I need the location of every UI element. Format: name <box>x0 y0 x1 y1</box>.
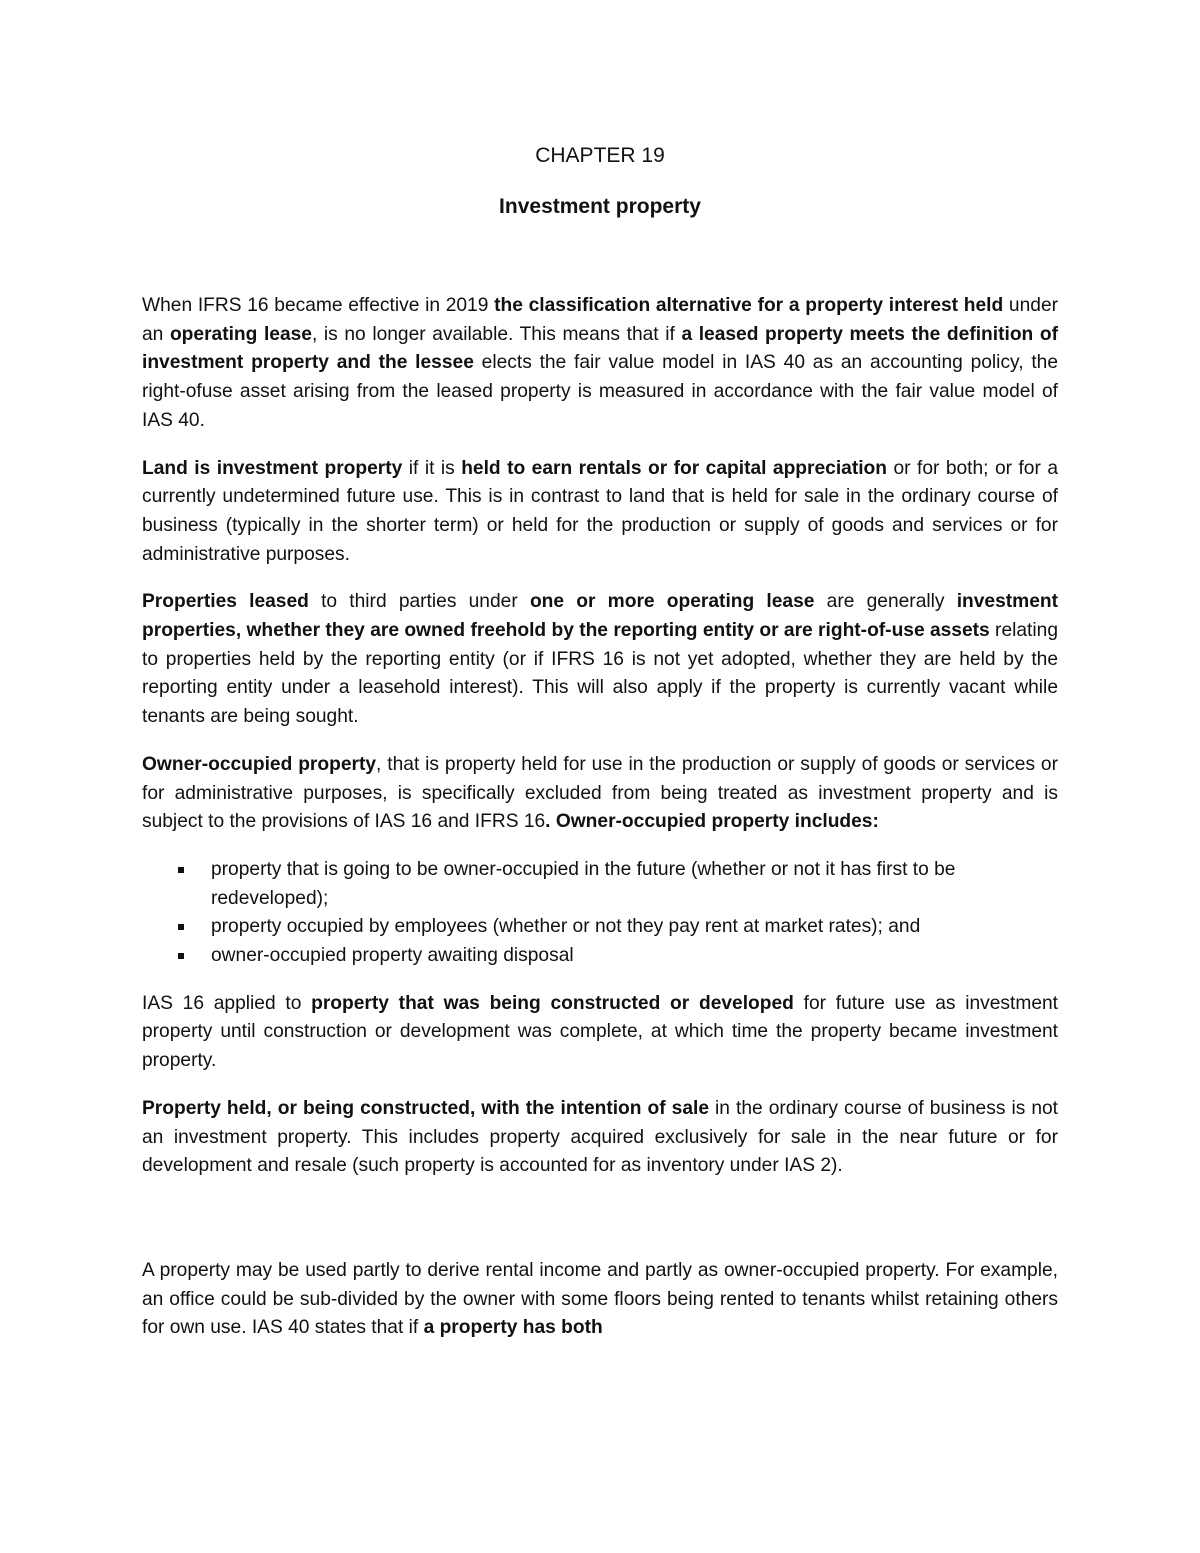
list-item <box>142 942 1058 971</box>
text-run: under an <box>142 295 1058 345</box>
paragraph-partial-use <box>142 1257 1058 1343</box>
paragraph-properties-leased <box>142 588 1058 732</box>
list-item <box>142 913 1058 942</box>
text-run: , that is property held for use in the production or supply of goods or services or for administrative purposes, is specifically excluded from being treated as investment property and is subject to the provisions of IAS 16 and IFRS 16 <box>142 753 1058 833</box>
bold-run: a property has both <box>423 1317 603 1339</box>
text-run: to third parties under <box>308 591 530 613</box>
text-run: relating to properties held by the reporting entity (or if IFRS 16 is not yet adopted, whether they are held by the reporting entity under a leasehold interest). This will also apply if the property is currently vacant while tenants are being sought. <box>142 620 1058 728</box>
bold-run: one or more operating lease <box>529 591 815 613</box>
square-bullet-icon <box>178 867 184 873</box>
bold-run: investment properties, whether they are owned freehold by the reporting entity or are right-of-use assets <box>142 591 1058 642</box>
bold-run: the classification alternative for a property interest held <box>494 295 1004 316</box>
square-bullet-icon <box>178 924 184 930</box>
paragraph-held-for-sale <box>142 1095 1058 1181</box>
square-bullet-icon <box>178 953 184 959</box>
text-run: in the ordinary course of business is not an investment property. This includes property acquired exclusively for sale in the near future or for development and resale (such property is accounted for as inventory under IAS 2). <box>142 1097 1059 1177</box>
text-run: are generally <box>814 591 957 613</box>
list-item-text: property that is going to be owner-occupied in the future (whether or not it has first to be redeveloped); <box>211 858 956 909</box>
bold-run: operating lease <box>169 323 312 345</box>
text-run: for future use as investment property until construction or development was complete, at which time the property became investment property. <box>142 992 1059 1072</box>
paragraph-land <box>142 455 1058 570</box>
text-run: elects the fair value model in IAS 40 as an accounting policy, the right-ofuse asset arising from the leased property is measured in accordance with the fair value model of IAS 40. <box>142 352 1058 431</box>
bold-run: Property held, or being constructed, with the intention of sale <box>142 1097 710 1119</box>
bold-run: held to earn rentals or for capital appreciation <box>461 457 888 479</box>
paragraph-ifrs16 <box>142 292 1058 436</box>
bold-run: . Owner-occupied property includes: <box>545 811 879 833</box>
text-run: , is no longer available. This means that if <box>311 323 682 345</box>
paragraph-owner-occupied <box>142 751 1058 837</box>
list-item <box>142 856 1058 913</box>
text-run: When IFRS 16 became effective in 2019 <box>142 295 495 316</box>
text-run: or for both; or for a currently undetermined future use. This is in contrast to land that is held for sale in the ordinary course of business (typically in the shorter term) or held for the production or supply of goods and services or for administrative purposes. <box>142 457 1058 565</box>
bold-run: Owner-occupied property <box>142 753 377 775</box>
paragraph-ias16-construction <box>142 990 1058 1076</box>
chapter-heading: CHAPTER 19 <box>535 144 665 167</box>
bold-run: Land is investment property <box>142 457 403 479</box>
list-item-text: property occupied by employees (whether or not they pay rent at market rates); and <box>211 916 921 938</box>
text-run: if it is <box>402 457 462 479</box>
text-run: IAS 16 applied to <box>142 992 312 1014</box>
document-body <box>142 292 1058 1343</box>
owner-occupied-list <box>142 856 1058 971</box>
bold-run: property that was being constructed or developed <box>311 992 794 1014</box>
bold-run: a leased property meets the definition of investment property and the lessee <box>142 323 1058 374</box>
bold-run: Properties leased <box>142 591 309 613</box>
text-run: A property may be used partly to derive rental income and partly as owner-occupied property. For example, an office could be sub-divided by the owner with some floors being rented to tenants whilst retaining others for own use. IAS 40 states that if <box>142 1259 1058 1339</box>
chapter-title: Investment property <box>499 195 701 218</box>
list-item-text: owner-occupied property awaiting disposal <box>211 945 574 967</box>
